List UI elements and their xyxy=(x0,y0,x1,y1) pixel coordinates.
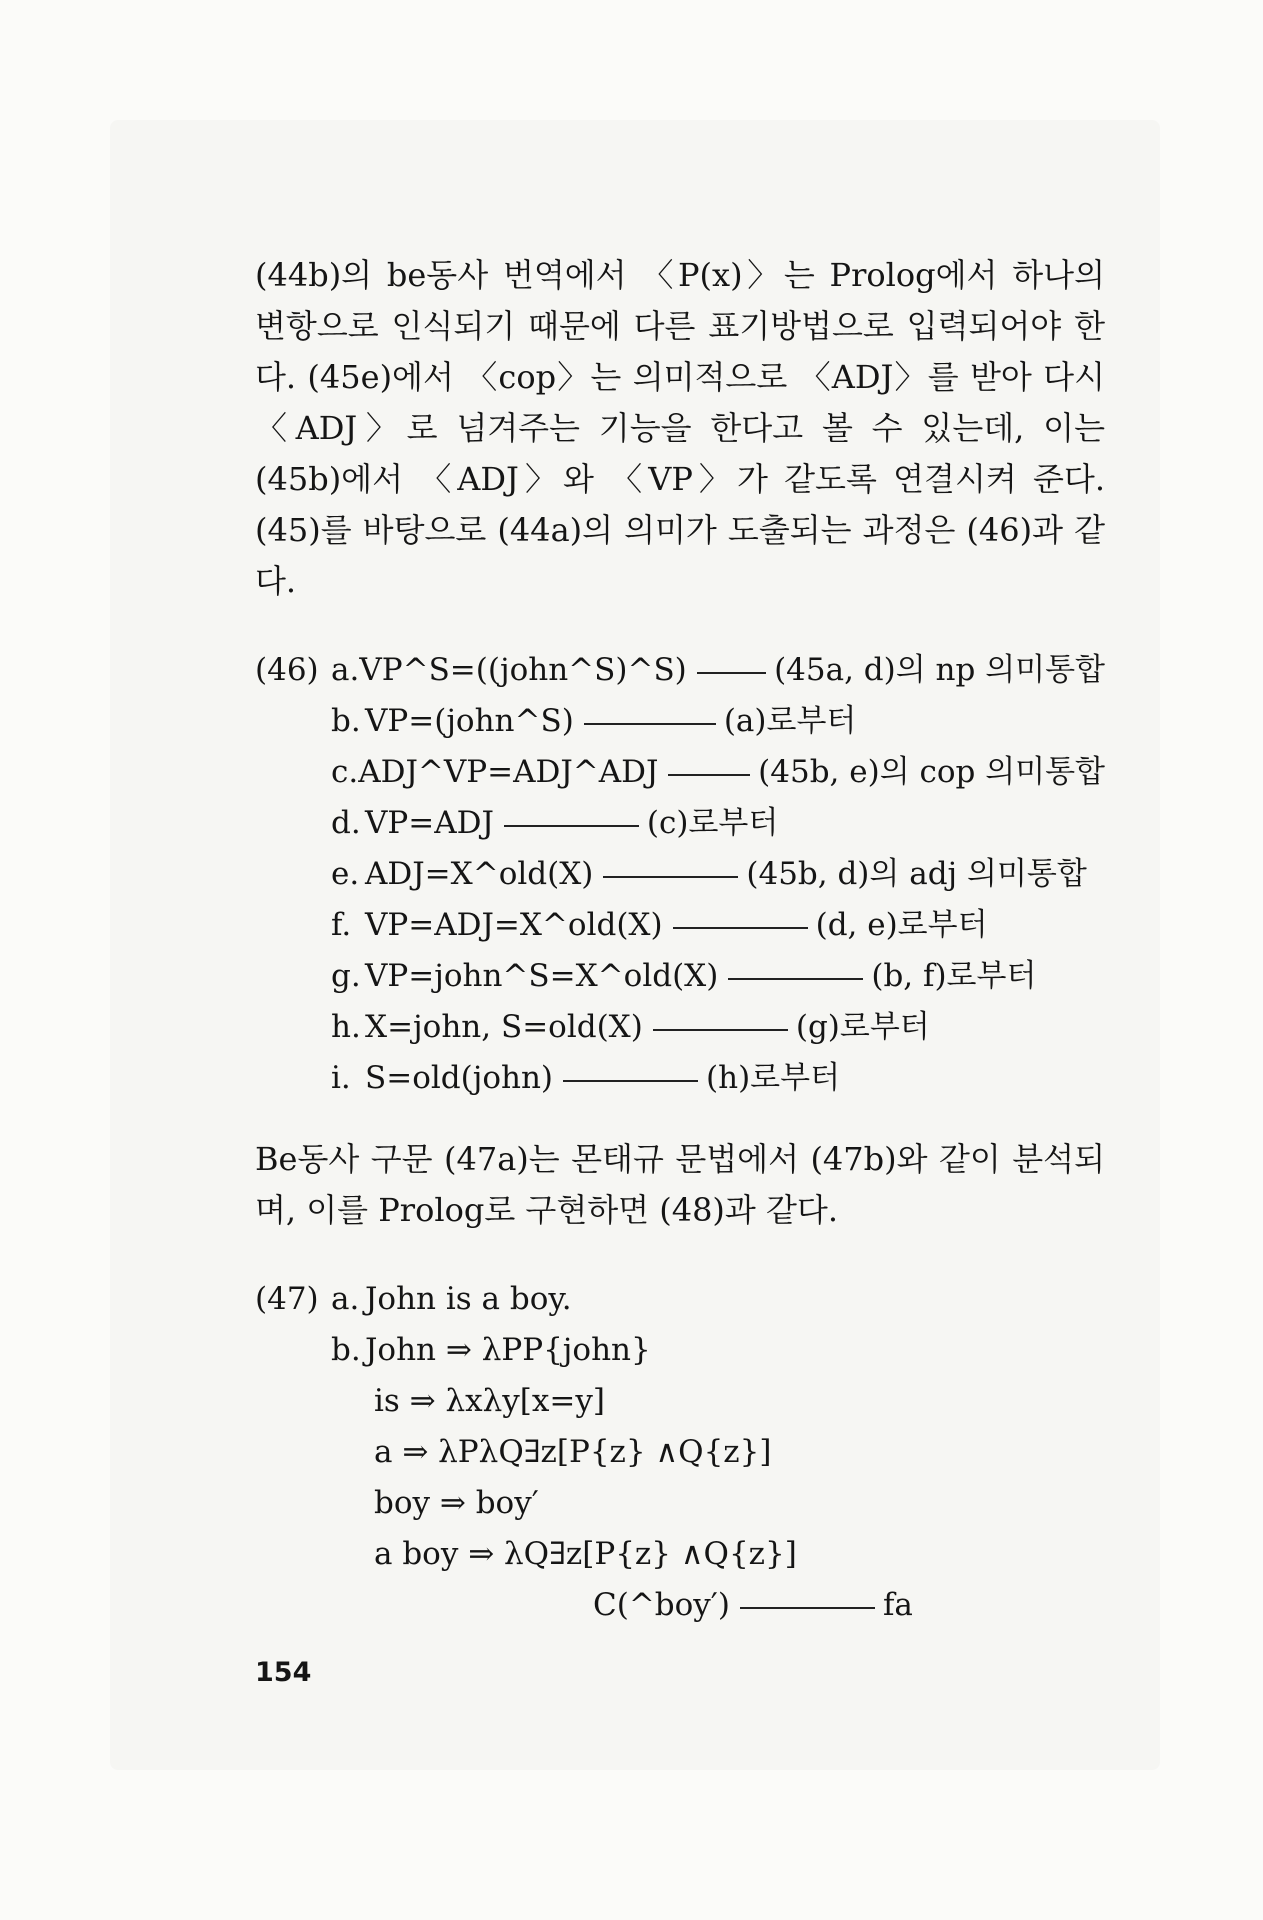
translation-line xyxy=(593,1580,1105,1631)
page-content xyxy=(255,250,1105,1631)
leader-line xyxy=(697,672,766,674)
leader-line xyxy=(563,1080,698,1082)
step-formula: VP^S=((john^S)^S) xyxy=(359,652,687,688)
translation-text: a boy ⇒ λQ∃z[P{z} ∧Q{z}] xyxy=(374,1536,797,1572)
step-note: (c)로부터 xyxy=(646,805,779,841)
step-formula: S=old(john) xyxy=(365,1060,554,1096)
example-number: (47) xyxy=(255,1281,319,1317)
leader-line xyxy=(504,825,639,827)
derivation-step xyxy=(331,645,1105,696)
translation-line xyxy=(331,1325,1105,1376)
translation-line xyxy=(374,1376,1105,1427)
step-label: a. xyxy=(331,652,360,688)
step-formula: VP=(john^S) xyxy=(365,703,574,739)
translation-text: is ⇒ λxλy[x=y] xyxy=(374,1383,605,1419)
step-note: (d, e)로부터 xyxy=(815,907,988,943)
step-formula: VP=ADJ=X^old(X) xyxy=(365,907,663,943)
example-46 xyxy=(255,645,1105,1104)
translation-text: John ⇒ λPP{john} xyxy=(365,1332,651,1368)
example-sentence xyxy=(331,1274,1105,1325)
translation-text: boy ⇒ boy′ xyxy=(374,1485,539,1521)
page-number: 154 xyxy=(255,1657,312,1688)
translation-line xyxy=(374,1478,1105,1529)
translation-text: a ⇒ λPλQ∃z[P{z} ∧Q{z}] xyxy=(374,1434,772,1470)
step-note: (h)로부터 xyxy=(706,1060,841,1096)
example-47 xyxy=(255,1274,1105,1631)
derivation-step xyxy=(331,747,1105,798)
derivation-step xyxy=(331,849,1105,900)
step-formula: X=john, S=old(X) xyxy=(365,1009,643,1045)
derivation-step xyxy=(331,696,1105,747)
step-label: i. xyxy=(331,1060,351,1096)
leader-line xyxy=(673,927,808,929)
step-formula: VP=ADJ xyxy=(365,805,494,841)
derivation-step xyxy=(331,951,1105,1002)
leader-line xyxy=(728,978,863,980)
paragraph-be-verb: Be동사 구문 (47a)는 몬태규 문법에서 (47b)와 같이 분석되며, 이를 Prolog로 구현하면 (48)과 같다. xyxy=(255,1140,1105,1229)
leader-line xyxy=(668,774,750,776)
step-note: (g)로부터 xyxy=(795,1009,930,1045)
paragraph-intro: (44b)의 be동사 번역에서 〈P(x)〉는 Prolog에서 하나의 변항으로 인식되기 때문에 다른 표기방법으로 입력되어야 한다. (45e)에서 〈cop〉는 의미적으로 〈ADJ〉를 받아 다시 〈ADJ〉로 넘겨주는 기능을 한다고 볼 수 있는데, 이는 (45b)에서 〈ADJ〉와 〈VP〉가 같도록 연결시켜 준다. (45)를 바탕으로 (44a)의 의미가 도출되는 과정은 (46)과 같다. xyxy=(255,256,1105,600)
translation-text: C(^boy′) xyxy=(593,1587,730,1623)
rule-note: fa xyxy=(882,1587,913,1623)
step-formula: ADJ^VP=ADJ^ADJ xyxy=(358,754,659,790)
translation-line xyxy=(374,1529,1105,1580)
item-label: b. xyxy=(331,1332,361,1368)
step-note: (45b, e)의 cop 의미통합 xyxy=(758,754,1105,790)
item-label: a. xyxy=(331,1281,360,1317)
step-note: (45b, d)의 adj 의미통합 xyxy=(746,856,1087,892)
derivation-step xyxy=(331,900,1105,951)
step-note: (45a, d)의 np 의미통합 xyxy=(774,652,1105,688)
example-number: (46) xyxy=(255,652,319,688)
step-note: (a)로부터 xyxy=(723,703,857,739)
step-label: f. xyxy=(331,907,352,943)
derivation-step xyxy=(331,1002,1105,1053)
step-formula: ADJ=X^old(X) xyxy=(365,856,594,892)
leader-line xyxy=(603,876,738,878)
translation-line xyxy=(374,1427,1105,1478)
leader-line xyxy=(740,1607,875,1609)
derivation-step xyxy=(331,798,1105,849)
sentence-text: John is a boy. xyxy=(365,1281,572,1317)
derivation-step xyxy=(331,1053,1105,1104)
step-label: c. xyxy=(331,754,359,790)
step-label: h. xyxy=(331,1009,361,1045)
leader-line xyxy=(653,1029,788,1031)
step-label: b. xyxy=(331,703,361,739)
step-formula: VP=john^S=X^old(X) xyxy=(365,958,719,994)
step-label: g. xyxy=(331,958,361,994)
step-note: (b, f)로부터 xyxy=(871,958,1037,994)
step-label: d. xyxy=(331,805,361,841)
step-label: e. xyxy=(331,856,360,892)
leader-line xyxy=(584,723,716,725)
